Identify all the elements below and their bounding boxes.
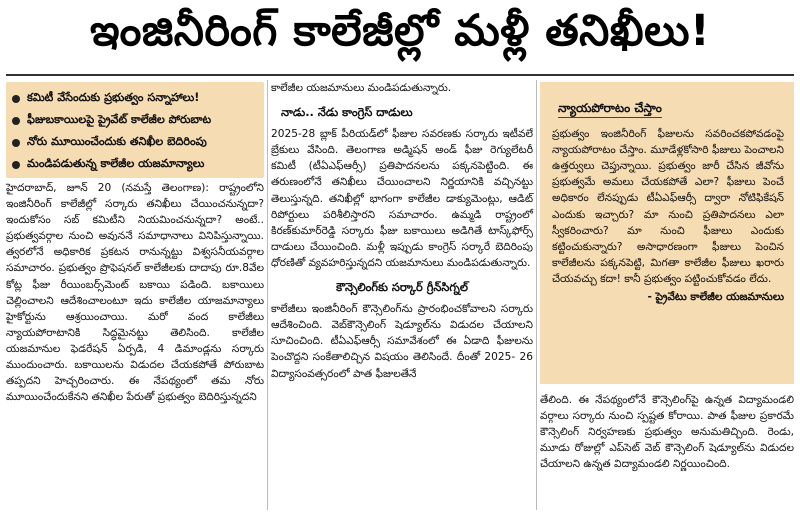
highlight-item [6, 88, 264, 110]
article-paragraph: తేలింది. ఈ నేపథ్యంలోనే కౌన్సెలింగ్‌పై ఉన్నత విద్యామండలి వర్గాలు సర్కారు నుంచి స్పష్టత కోరాయి. పాత ఫీజుల ప్రకారమే కౌన్సెలింగ్ నిర్వహణకు ప్రభుత్వం అనుమతిచ్చింది. రెండు, మూడు రోజుల్లో ఎప్‌సెట్ వెబ్ కౌన్సెలింగ్ షెడ్యూల్‌ను విడుదల చేయాలని ఉన్నత విద్యామండలి నిర్ణయించింది. [540, 394, 794, 471]
article-paragraph: కాలేజీల యజమానులు మండిపడుతున్నారు. [271, 82, 452, 94]
highlight-item [6, 154, 264, 176]
quote-box-text: ప్రభుత్వం ఇంజినీరింగ్ ఫీజులను సవరించకపోవడంపై న్యాయపోరాటం చేస్తాం. మూడేళ్లకోసారి ఫీజులు పెంచాలని ఉత్తర్వులు చెప్తున్నాయి. ప్రభుత్వం జారీ చేసిన జీవోను ప్రభుత్వమే అమలు చేయకపోతే ఎలా? ఫీజులు పెంచే అధికారం లేనప్పుడు టీఏఎఫ్‌ఆర్సీ ద్వారా నోటిఫికేషన్ ఎందుకు ఇచ్చారు? మా నుంచి ప్రతిపాదనలు ఎలా స్వీకరించారు? మా నుంచి ఫీజులు ఎందుకు కట్టించుకున్నారు? అసాధారణంగా ఫీజులు పెంచిన కాలేజీలను పక్కనపెట్టి, మిగతా కాలేజీల ఫీజులు ఖరారు చేయవచ్చు కదా! కానీ ప్రభుత్వం పట్టించుకోవడం లేదు. [552, 128, 784, 285]
column-divider [267, 80, 268, 510]
subheading: నాడు.. నేడు కాంగ్రెస్ దాడులు [281, 105, 413, 120]
bullet-icon [12, 161, 20, 169]
highlight-text: కమిటీ వేసేందుకు ప్రభుత్వం సన్నాహాలు! [27, 91, 200, 104]
bullet-icon [12, 95, 20, 103]
headline: ఇంజినీరింగ్ కాలేజీల్లో మళ్లీ తనిఖీలు! [89, 6, 711, 56]
highlights-box [6, 82, 264, 178]
bullet-icon [12, 117, 20, 125]
column-divider [536, 80, 537, 510]
highlight-item [6, 132, 264, 154]
article-paragraph: హైదరాబాద్, జూన్ 20 (నమస్తే తెలంగాణ): రాష్ట్రంలోని ఇంజినీరింగ్ కాలేజీల్లో సర్కారు తనిఖీలు చేయించనున్నదా? ఇందుకోసం సబ్ కమిటీని నియమించనున్నదా? అంటే.. ప్రభుత్వవర్గాల నుంచి అవుననే సమాధానాలు వినిపిస్తున్నాయి. త్వరలోనే అధికారిక ప్రకటన రానున్నట్టు విశ్వసనీయవర్గాల సమాచారం. ప్రభుత్వం ప్రొఫెషనల్ కాలేజీలకు దాదాపు రూ.8వేల కోట్ల ఫీజు రీయింబర్స్‌మెంట్ బకాయి పడింది. బకాయిలు చెల్లించాలని ఆదేశించాలంటూ ఇదు కాలేజీల యాజమాన్యాలు హైకోర్టును ఆశ్రయించాయి. మరో వంద కాలేజీలు న్యాయపోరాటానికి సిద్ధమైనట్టు తెలిసింది. కాలేజీల యజమానుల ఫెడరేషన్ ఏర్పడి, 4 డిమాండ్లను సర్కారు ముందుంచారు. బకాయిలను విడుదల చేయకపోతే పోరుబాట తప్పదని హెచ్చరించారు. ఈ నేపథ్యంలో తమ నోరు మూయించేందుకేనని తనిఖీల పేరుతో ప్రభుత్వం బెదిరిస్తున్నదని [6, 182, 264, 404]
article-column-3 [540, 392, 794, 472]
quote-box-title: న్యాయపోరాటం చేస్తాం [558, 100, 662, 118]
bullet-icon [12, 139, 20, 147]
quote-box [540, 82, 794, 384]
article-paragraph: 2025-28 బ్లాక్ పీరియడ్‌లో ఫీజుల సవరణకు సర్కారు ఇటీవలే బ్రేకులు వేసింది. తెలంగాణ అడ్మిషన్ అండ్ ఫీజు రెగ్యులేటరీ కమిటీ (టీఏఎఫ్‌ఆర్సీ) ప్రతిపాదనలను పక్కనపెట్టింది. ఈ తరుణంలోనే తనిఖీలు చేయించాలని నిర్ణయానికి వచ్చినట్టు తెలుస్తున్నది. తనిఖీల్లో భాగంగా కాలేజీల డాక్యుమెంట్లు, ఆడిట్ రిపోర్టులు పరిశీలిస్తారని సమాచారం. ఉమ్మడి రాష్ట్రంలో కిరణ్‌కుమార్‌రెడ్డి సర్కారు ఫీజు బకాయిలు అడిగితే టాస్క్‌ఫోర్స్ దాడులు చేయించింది. మళ్లీ ఇప్పుడు కాంగ్రెస్ సర్కారే బెదిరింపు ధోరణితో వ్యవహరిస్తున్నదని యజమానులు మండిపడుతున్నారు. [271, 128, 533, 269]
headline-rule [6, 74, 794, 76]
highlight-text: నోరు మూయించేందుకు తనిఖీల బెదిరింపు [27, 135, 207, 148]
article-column-2 [271, 80, 533, 382]
subheading: కౌన్సెలింగ్‌కు సర్కార్ గ్రీన్‌సిగ్నల్ [336, 280, 468, 295]
quote-attribution: - ప్రైవేటు కాలేజీల యజమానులు [647, 291, 784, 304]
highlight-item [6, 110, 264, 132]
article-column-1 [6, 180, 264, 405]
article-paragraph: కాలేజీలు ఇంజినీరింగ్ కౌన్సెలింగ్‌ను ప్రారంభించకోవాలని సర్కారు ఆదేశించింది. వెబ్‌కౌన్సెలింగ్ షెడ్యూల్‌ను విడుదల చేయాలని సూచించింది. టీఏఎఫ్‌ఆర్సీ సమావేశంలో ఈ ఏడాది ఫీజులను పెంచొద్దని సంకేతాలిచ్చిన విషయం తెలిసిందే. దీంతో 2025- 26 విద్యాసంవత్సరంలో పాత ఫీజులతేనే [271, 303, 533, 380]
highlight-text: ఫీజుబకాయిలపై ప్రైవేట్ కాలేజీల పోరుబాట [27, 113, 212, 126]
highlight-text: మండిపడుతున్న కాలేజీల యజమాన్యాలు [27, 157, 205, 170]
